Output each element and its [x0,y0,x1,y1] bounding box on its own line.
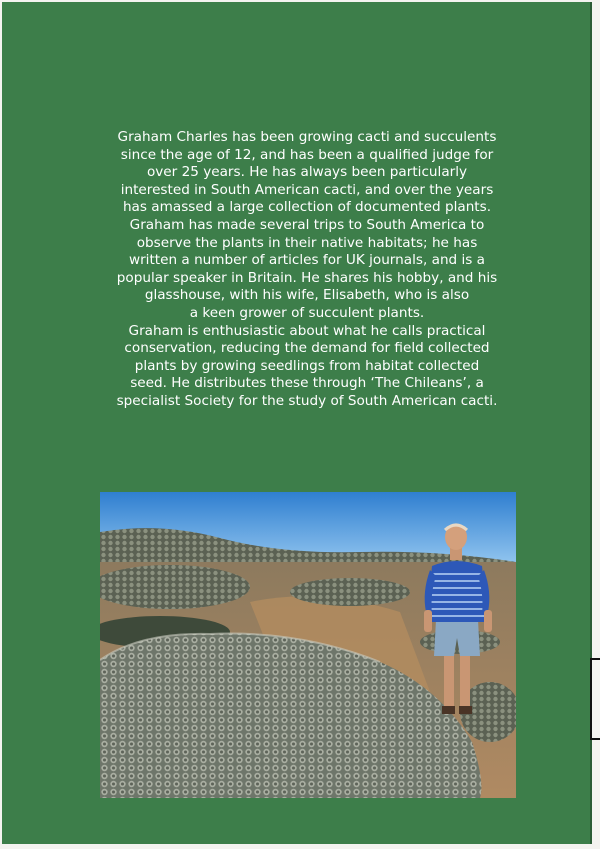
author-biography [98,129,516,411]
bio-line: popular speaker in Britain. He shares his hobby, and his [116,269,498,286]
bio-line: a keen grower of succulent plants. [189,304,425,321]
bio-line: plants by growing seedlings from habitat collected [134,357,480,374]
bio-line: glasshouse, with his wife, Elisabeth, who is also [144,287,470,304]
bio-line: over 25 years. He has always been particularly [146,164,468,181]
bio-line: written a number of articles for UK journals, and is a [128,252,486,269]
bio-line: interested in South American cacti, and over the years [120,181,494,198]
bio-line: seed. He distributes these through ‘The Chileans’, a [130,375,484,392]
bio-line: observe the plants in their native habitats; he has [136,234,478,251]
bio-line: Graham Charles has been growing cacti and succulents [117,129,497,145]
author-photo [100,492,516,798]
bio-line: Graham is enthusiastic about what he calls practical [128,322,486,339]
bio-line: conservation, reducing the demand for field collected [124,340,490,357]
bio-line: since the age of 12, and has been a qualified judge for [120,146,494,163]
bio-line: Graham has made several trips to South America to [129,216,485,233]
bio-line: has amassed a large collection of documented plants. [122,199,492,216]
back-cover [2,2,592,844]
bio-line: specialist Society for the study of South American cacti. [116,392,498,409]
page-edge-tab [590,658,600,740]
